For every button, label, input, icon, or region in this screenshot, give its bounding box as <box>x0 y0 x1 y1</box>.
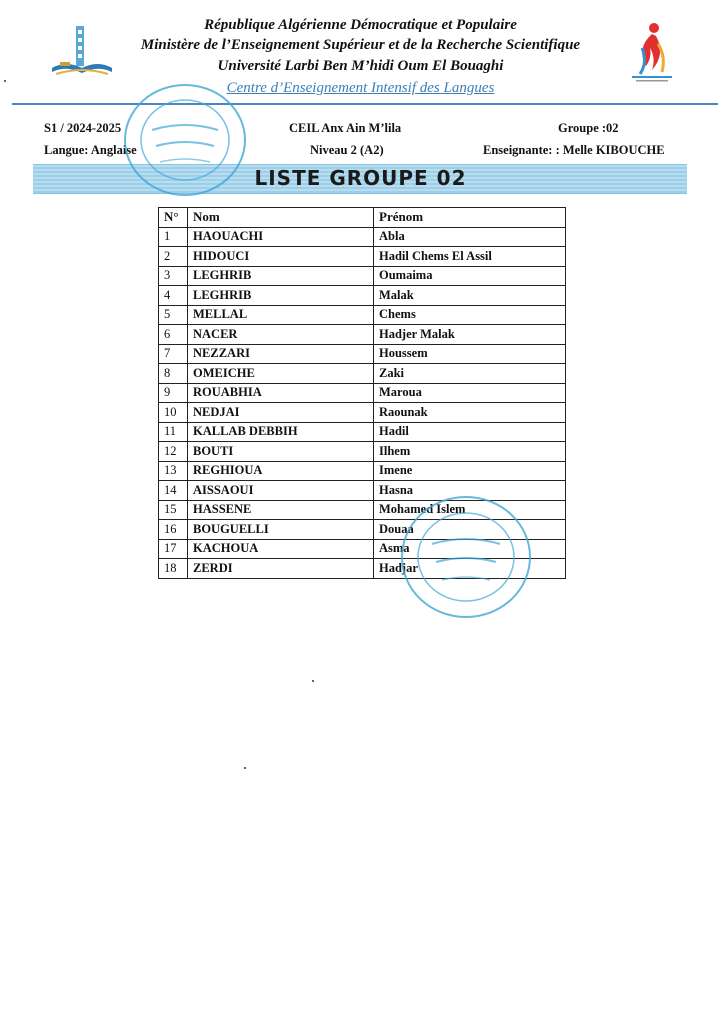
table-row <box>159 325 566 345</box>
header-line-center: Centre d’Enseignement Intensif des Langues <box>226 80 495 96</box>
cell-nom: NEZZARI <box>188 344 374 364</box>
cell-nom: KACHOUA <box>188 539 374 559</box>
cell-number: 15 <box>159 500 188 520</box>
cell-prenom: Asma <box>374 539 566 559</box>
cell-nom: LEGHRIB <box>188 266 374 286</box>
table-row <box>159 344 566 364</box>
group-label: Groupe :02 <box>558 121 619 135</box>
cell-number: 11 <box>159 422 188 442</box>
header-line-university: Université Larbi Ben M’hidi Oum El Bouaghi <box>217 58 504 74</box>
scan-speck <box>4 80 6 82</box>
cell-number: 17 <box>159 539 188 559</box>
cell-nom: NEDJAI <box>188 403 374 423</box>
list-title: LISTE GROUPE 02 <box>254 166 467 190</box>
cell-prenom: Mohamed Islem <box>374 500 566 520</box>
cell-number: 16 <box>159 520 188 540</box>
header-divider <box>12 103 718 105</box>
level-label: Niveau 2 (A2) <box>310 143 384 157</box>
cell-number: 10 <box>159 403 188 423</box>
table-row <box>159 422 566 442</box>
cell-nom: MELLAL <box>188 305 374 325</box>
cell-prenom: Zaki <box>374 364 566 384</box>
cell-prenom: Chems <box>374 305 566 325</box>
cell-prenom: Hadjer Malak <box>374 325 566 345</box>
cell-prenom: Hadil Chems El Assil <box>374 247 566 267</box>
table-row <box>159 286 566 306</box>
column-header-number: N° <box>159 208 188 228</box>
cell-nom: OMEICHE <box>188 364 374 384</box>
cell-nom: BOUGUELLI <box>188 520 374 540</box>
cell-prenom: Abla <box>374 227 566 247</box>
cell-nom: ROUABHIA <box>188 383 374 403</box>
cell-number: 7 <box>159 344 188 364</box>
column-header-prenom: Prénom <box>374 208 566 228</box>
cell-prenom: Imene <box>374 461 566 481</box>
center-label: CEIL Anx Ain M’lila <box>289 121 402 135</box>
semester-label: S1 / 2024-2025 <box>44 121 122 135</box>
cell-prenom: Hasna <box>374 481 566 501</box>
cell-number: 6 <box>159 325 188 345</box>
cell-number: 12 <box>159 442 188 462</box>
cell-prenom: Ilhem <box>374 442 566 462</box>
cell-nom: AISSAOUI <box>188 481 374 501</box>
cell-nom: BOUTI <box>188 442 374 462</box>
cell-prenom: Maroua <box>374 383 566 403</box>
cell-number: 18 <box>159 559 188 579</box>
cell-number: 2 <box>159 247 188 267</box>
cell-nom: HIDOUCI <box>188 247 374 267</box>
cell-prenom: Malak <box>374 286 566 306</box>
cell-prenom: Hadil <box>374 422 566 442</box>
cell-number: 3 <box>159 266 188 286</box>
cell-prenom: Hadjar <box>374 559 566 579</box>
column-header-nom: Nom <box>188 208 374 228</box>
cell-number: 14 <box>159 481 188 501</box>
cell-nom: KALLAB DEBBIH <box>188 422 374 442</box>
table-row <box>159 247 566 267</box>
teacher-label: Enseignante: : Melle KIBOUCHE <box>483 143 665 157</box>
table-row <box>159 364 566 384</box>
scan-speck <box>312 680 314 682</box>
table-row <box>159 227 566 247</box>
scan-speck <box>244 767 246 769</box>
header-line-ministry: Ministère de l’Enseignement Supérieur et de la Recherche Scientifique <box>140 37 581 53</box>
cell-nom: REGHIOUA <box>188 461 374 481</box>
cell-prenom: Houssem <box>374 344 566 364</box>
table-header-row <box>159 208 566 228</box>
cell-nom: NACER <box>188 325 374 345</box>
table-row <box>159 481 566 501</box>
cell-nom: HASSENE <box>188 500 374 520</box>
table-row <box>159 442 566 462</box>
official-stamp-bottom <box>398 492 534 622</box>
cell-number: 8 <box>159 364 188 384</box>
cell-number: 1 <box>159 227 188 247</box>
table-row <box>159 266 566 286</box>
university-logo <box>46 22 118 84</box>
cell-nom: HAOUACHI <box>188 227 374 247</box>
cell-number: 4 <box>159 286 188 306</box>
language-label: Langue: Anglaise <box>44 143 137 157</box>
cell-number: 5 <box>159 305 188 325</box>
header-line-republic: République Algérienne Démocratique et Populaire <box>204 17 517 33</box>
cell-nom: ZERDI <box>188 559 374 579</box>
official-stamp-top <box>120 80 250 200</box>
ceil-logo <box>622 18 682 88</box>
table-row <box>159 383 566 403</box>
cell-prenom: Oumaima <box>374 266 566 286</box>
cell-prenom: Douaa <box>374 520 566 540</box>
cell-number: 13 <box>159 461 188 481</box>
table-row <box>159 403 566 423</box>
cell-prenom: Raounak <box>374 403 566 423</box>
cell-nom: LEGHRIB <box>188 286 374 306</box>
table-row <box>159 461 566 481</box>
cell-number: 9 <box>159 383 188 403</box>
table-row <box>159 305 566 325</box>
